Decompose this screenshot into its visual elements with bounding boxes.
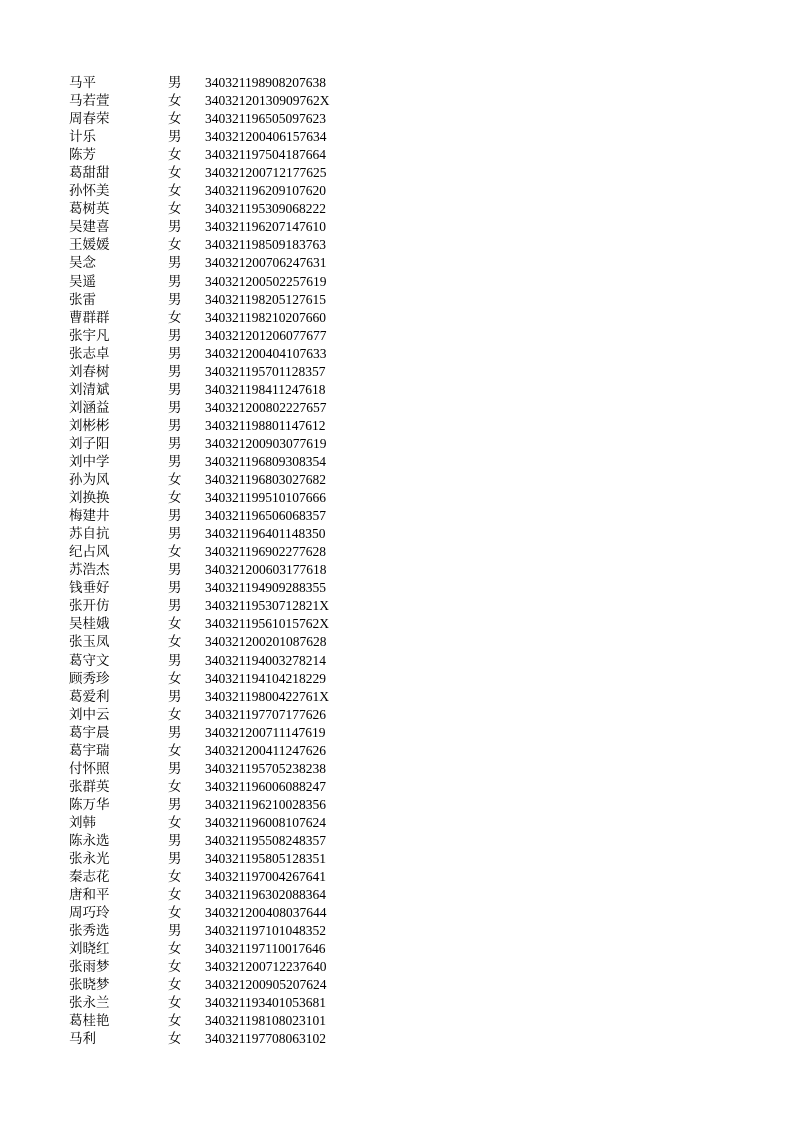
table-row	[0, 1030, 793, 1048]
table-row	[0, 146, 793, 164]
gender-cell: 男	[168, 129, 182, 146]
id-number-cell: 340321198205127615	[205, 291, 326, 307]
gender-cell: 女	[168, 742, 182, 759]
name-cell: 吴桂娥	[69, 616, 110, 633]
gender-cell: 男	[168, 399, 182, 416]
gender-cell: 女	[168, 905, 182, 922]
gender-cell: 男	[168, 562, 182, 579]
id-number-cell: 340321200905207624	[205, 977, 327, 993]
name-cell: 马利	[69, 1031, 96, 1048]
gender-cell: 女	[168, 941, 182, 958]
table-row	[0, 453, 793, 471]
gender-cell: 男	[168, 273, 182, 290]
table-row	[0, 976, 793, 994]
id-number-cell: 340321200502257619	[205, 273, 327, 289]
name-cell: 孙为风	[69, 472, 110, 489]
id-number-cell: 340321200404107633	[205, 345, 327, 361]
table-row	[0, 489, 793, 507]
gender-cell: 男	[168, 796, 182, 813]
name-cell: 孙怀美	[69, 183, 110, 200]
table-row	[0, 904, 793, 922]
table-row	[0, 633, 793, 651]
name-cell: 付怀照	[69, 760, 110, 777]
name-cell: 梅建井	[69, 508, 110, 525]
id-number-cell: 340321200201087628	[205, 634, 327, 650]
gender-cell: 女	[168, 616, 182, 633]
name-cell: 张秀选	[69, 923, 110, 940]
table-row	[0, 164, 793, 182]
name-cell: 刘子阳	[69, 435, 110, 452]
id-number-cell: 340321196209107620	[205, 183, 326, 199]
name-cell: 刘涵益	[69, 399, 110, 416]
id-number-cell: 340321196506068357	[205, 508, 326, 524]
table-row	[0, 868, 793, 886]
gender-cell: 男	[168, 851, 182, 868]
gender-cell: 女	[168, 544, 182, 561]
gender-cell: 男	[168, 417, 182, 434]
id-number-cell: 340321197504187664	[205, 147, 326, 163]
id-number-cell: 34032119530712821X	[205, 598, 329, 614]
table-row	[0, 561, 793, 579]
name-cell: 张群英	[69, 778, 110, 795]
gender-cell: 男	[168, 345, 182, 362]
name-cell: 张志卓	[69, 345, 110, 362]
gender-cell: 女	[168, 706, 182, 723]
id-number-cell: 340321195805128351	[205, 851, 326, 867]
gender-cell: 男	[168, 291, 182, 308]
id-number-cell: 340321200802227657	[205, 399, 327, 415]
table-row	[0, 652, 793, 670]
table-row	[0, 579, 793, 597]
name-cell: 顾秀珍	[69, 670, 110, 687]
id-number-cell: 340321196207147610	[205, 219, 326, 235]
id-number-cell: 340321198210207660	[205, 309, 326, 325]
id-number-cell: 340321196008107624	[205, 814, 326, 830]
name-cell: 唐和平	[69, 887, 110, 904]
name-cell: 苏自抗	[69, 526, 110, 543]
gender-cell: 男	[168, 724, 182, 741]
table-row	[0, 381, 793, 399]
gender-cell: 男	[168, 526, 182, 543]
id-number-cell: 340321198411247618	[205, 381, 326, 397]
gender-cell: 男	[168, 453, 182, 470]
table-row	[0, 1012, 793, 1030]
table-row	[0, 327, 793, 345]
gender-cell: 男	[168, 255, 182, 272]
id-number-cell: 340321200411247626	[205, 742, 326, 758]
id-number-cell: 340321197708063102	[205, 1031, 326, 1047]
name-cell: 马若萱	[69, 93, 110, 110]
gender-cell: 女	[168, 93, 182, 110]
name-cell: 王媛媛	[69, 237, 110, 254]
table-row	[0, 254, 793, 272]
gender-cell: 女	[168, 237, 182, 254]
table-row	[0, 922, 793, 940]
name-cell: 苏浩杰	[69, 562, 110, 579]
table-row	[0, 688, 793, 706]
gender-cell: 男	[168, 832, 182, 849]
table-row	[0, 778, 793, 796]
table-row	[0, 543, 793, 561]
table-row	[0, 597, 793, 615]
id-number-cell: 340321200406157634	[205, 129, 327, 145]
id-number-cell: 340321193401053681	[205, 995, 326, 1011]
name-cell: 葛爱利	[69, 688, 110, 705]
gender-cell: 女	[168, 995, 182, 1012]
gender-cell: 男	[168, 363, 182, 380]
table-row	[0, 435, 793, 453]
gender-cell: 男	[168, 75, 182, 91]
gender-cell: 女	[168, 183, 182, 200]
id-number-cell: 340321201206077677	[205, 327, 327, 343]
gender-cell: 女	[168, 814, 182, 831]
table-row	[0, 796, 793, 814]
gender-cell: 女	[168, 778, 182, 795]
table-row	[0, 994, 793, 1012]
table-row	[0, 832, 793, 850]
name-cell: 刘韩	[69, 814, 96, 831]
name-cell: 刘中学	[69, 453, 110, 470]
id-number-cell: 340321194003278214	[205, 652, 326, 668]
gender-cell: 女	[168, 1013, 182, 1030]
table-row	[0, 814, 793, 832]
table-row	[0, 128, 793, 146]
id-number-cell: 340321196006088247	[205, 778, 326, 794]
gender-cell: 女	[168, 309, 182, 326]
gender-cell: 男	[168, 435, 182, 452]
id-number-cell: 340321200706247631	[205, 255, 327, 271]
id-number-cell: 340321196803027682	[205, 472, 326, 488]
name-cell: 刘彬彬	[69, 417, 110, 434]
table-row	[0, 615, 793, 633]
name-cell: 张宇凡	[69, 327, 110, 344]
name-cell: 计乐	[69, 129, 96, 146]
table-row	[0, 724, 793, 742]
name-cell: 葛桂艳	[69, 1013, 110, 1030]
gender-cell: 男	[168, 580, 182, 597]
id-number-cell: 340321198908207638	[205, 75, 326, 90]
id-number-cell: 34032120130909762X	[205, 93, 330, 109]
id-number-cell: 340321196302088364	[205, 887, 326, 903]
table-row	[0, 886, 793, 904]
id-number-cell: 340321196505097623	[205, 111, 326, 127]
id-number-cell: 340321196210028356	[205, 796, 326, 812]
table-row	[0, 471, 793, 489]
gender-cell: 女	[168, 977, 182, 994]
id-number-cell: 340321195701128357	[205, 363, 326, 379]
name-cell: 葛守文	[69, 652, 110, 669]
id-number-cell: 340321196902277628	[205, 544, 326, 560]
gender-cell: 女	[168, 887, 182, 904]
table-row	[0, 273, 793, 291]
id-number-cell: 340321200711147619	[205, 724, 326, 740]
table-row	[0, 309, 793, 327]
table-row	[0, 760, 793, 778]
id-number-cell: 340321196401148350	[205, 526, 326, 542]
name-cell: 刘换换	[69, 490, 110, 507]
gender-cell: 女	[168, 670, 182, 687]
name-cell: 张玉凤	[69, 634, 110, 651]
name-cell: 葛宇瑞	[69, 742, 110, 759]
id-number-cell: 340321197707177626	[205, 706, 326, 722]
table-row	[0, 291, 793, 309]
table-row	[0, 670, 793, 688]
id-number-cell: 34032119800422761X	[205, 688, 329, 704]
id-number-cell: 340321200603177618	[205, 562, 327, 578]
table-row	[0, 92, 793, 110]
id-number-cell: 340321197004267641	[205, 869, 326, 885]
table-row	[0, 525, 793, 543]
table-row	[0, 507, 793, 525]
table-row	[0, 417, 793, 435]
table-row	[0, 345, 793, 363]
name-cell: 周巧玲	[69, 905, 110, 922]
gender-cell: 女	[168, 111, 182, 128]
table-row	[0, 706, 793, 724]
name-cell: 葛宇晨	[69, 724, 110, 741]
name-cell: 吴遥	[69, 273, 96, 290]
name-cell: 张雨梦	[69, 959, 110, 976]
name-cell: 纪占风	[69, 544, 110, 561]
name-cell: 刘春树	[69, 363, 110, 380]
gender-cell: 女	[168, 147, 182, 164]
gender-cell: 男	[168, 760, 182, 777]
gender-cell: 女	[168, 869, 182, 886]
id-number-cell: 34032119561015762X	[205, 616, 329, 632]
name-cell: 刘清斌	[69, 381, 110, 398]
name-cell: 刘中云	[69, 706, 110, 723]
gender-cell: 女	[168, 959, 182, 976]
name-cell: 张开仿	[69, 598, 110, 615]
name-cell: 马平	[69, 75, 96, 91]
gender-cell: 男	[168, 219, 182, 236]
id-number-cell: 340321195309068222	[205, 201, 326, 217]
gender-cell: 男	[168, 327, 182, 344]
id-number-cell: 340321200903077619	[205, 435, 327, 451]
table-row	[0, 182, 793, 200]
table-row	[0, 236, 793, 254]
table-row	[0, 110, 793, 128]
name-cell: 葛甜甜	[69, 165, 110, 182]
table-row	[0, 74, 793, 92]
name-cell: 葛树英	[69, 201, 110, 218]
name-cell: 张永光	[69, 851, 110, 868]
id-number-cell: 340321195508248357	[205, 832, 326, 848]
id-number-cell: 340321198509183763	[205, 237, 326, 253]
gender-cell: 男	[168, 923, 182, 940]
name-cell: 钱垂好	[69, 580, 110, 597]
gender-cell: 女	[168, 201, 182, 218]
table-row	[0, 958, 793, 976]
id-number-cell: 340321200712177625	[205, 165, 327, 181]
table-row	[0, 742, 793, 760]
id-number-cell: 340321197110017646	[205, 941, 326, 957]
id-number-cell: 340321196809308354	[205, 453, 326, 469]
name-cell: 秦志花	[69, 869, 110, 886]
gender-cell: 男	[168, 688, 182, 705]
name-cell: 张永兰	[69, 995, 110, 1012]
name-cell: 陈芳	[69, 147, 96, 164]
person-list	[0, 74, 793, 1049]
id-number-cell: 340321194909288355	[205, 580, 326, 596]
table-row	[0, 850, 793, 868]
id-number-cell: 340321194104218229	[205, 670, 326, 686]
gender-cell: 男	[168, 598, 182, 615]
table-row	[0, 399, 793, 417]
table-row	[0, 200, 793, 218]
name-cell: 刘晓红	[69, 941, 110, 958]
id-number-cell: 340321195705238238	[205, 760, 326, 776]
gender-cell: 男	[168, 508, 182, 525]
name-cell: 陈永选	[69, 832, 110, 849]
name-cell: 曹群群	[69, 309, 110, 326]
name-cell: 周春荣	[69, 111, 110, 128]
name-cell: 张晓梦	[69, 977, 110, 994]
gender-cell: 男	[168, 381, 182, 398]
id-number-cell: 340321200408037644	[205, 905, 327, 921]
table-row	[0, 363, 793, 381]
gender-cell: 男	[168, 652, 182, 669]
name-cell: 张雷	[69, 291, 96, 308]
gender-cell: 女	[168, 1031, 182, 1048]
name-cell: 陈万华	[69, 796, 110, 813]
gender-cell: 女	[168, 634, 182, 651]
id-number-cell: 340321198108023101	[205, 1013, 326, 1029]
gender-cell: 女	[168, 472, 182, 489]
id-number-cell: 340321200712237640	[205, 959, 327, 975]
gender-cell: 女	[168, 490, 182, 507]
name-cell: 吴建喜	[69, 219, 110, 236]
table-row	[0, 218, 793, 236]
table-row	[0, 940, 793, 958]
id-number-cell: 340321197101048352	[205, 923, 326, 939]
gender-cell: 女	[168, 165, 182, 182]
id-number-cell: 340321198801147612	[205, 417, 326, 433]
id-number-cell: 340321199510107666	[205, 490, 326, 506]
name-cell: 吴念	[69, 255, 96, 272]
